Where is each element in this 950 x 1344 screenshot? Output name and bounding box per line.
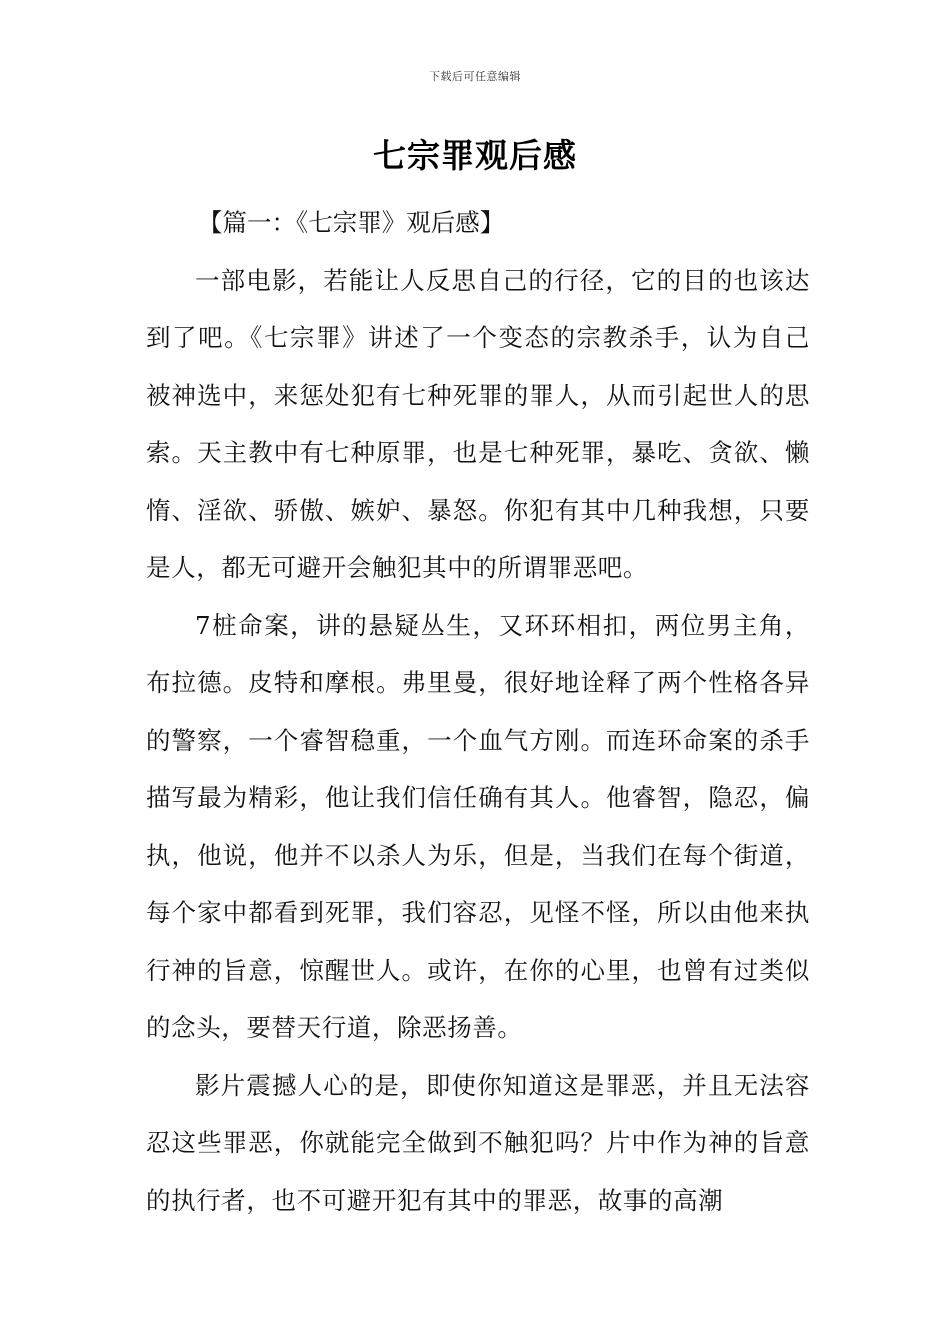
paragraph-2: 7桩命案，讲的悬疑丛生，又环环相扣，两位男主角，布拉德。皮特和摩根。弗里曼，很好地诠释了两个性格各异的警察，一个睿智稳重，一个血气方刚。而连环命案的杀手描写最为精彩，他让我们信任确有其人。他睿智，隐忍，偏执，他说，他并不以杀人为乐，但是，当我们在每个街道，每个家中都看到死罪，我们容忍，见怪不怪，所以由他来执行神的旨意，惊醒世人。或许，在你的心里，也曾有过类似的念头，要替天行道，除恶扬善。 <box>146 610 810 1042</box>
paragraph-1: 一部电影，若能让人反思自己的行径，它的目的也该达到了吧。《七宗罪》讲述了一个变态的宗教杀手，认为自己被神选中，来惩处犯有七种死罪的罪人，从而引起世人的思索。天主教中有七种原罪，也是七种死罪，暴吃、贪欲、懒惰、淫欲、骄傲、嫉妒、暴怒。你犯有其中几种我想，只要是人，都无可避开会触犯其中的所谓罪恶吧。 <box>146 265 810 582</box>
header-note: 下载后可任意编辑 <box>429 70 521 83</box>
paragraph-3: 影片震撼人心的是，即使你知道这是罪恶，并且无法容忍这些罪恶，你就能完全做到不触犯吗？片中作为神的旨意的执行者，也不可避开犯有其中的罪恶，故事的高潮 <box>146 1070 810 1215</box>
document-body <box>146 194 810 1229</box>
section-heading: 【篇一：《七宗罪》观后感】 <box>198 208 505 237</box>
document-title: 七宗罪观后感 <box>373 136 577 175</box>
